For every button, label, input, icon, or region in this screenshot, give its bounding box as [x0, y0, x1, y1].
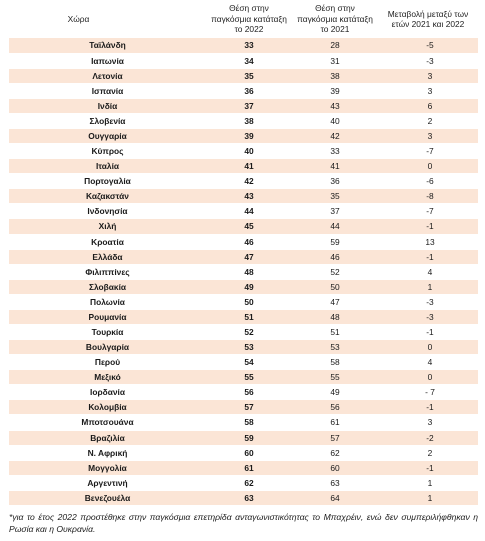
table-row	[9, 249, 478, 264]
cell-country: Μογγολία	[9, 460, 206, 475]
table-row	[9, 159, 478, 174]
cell-change: 0	[378, 340, 478, 355]
cell-rank-2022: 39	[206, 128, 292, 143]
cell-rank-2021: 50	[292, 279, 378, 294]
cell-country: Ρουμανία	[9, 309, 206, 324]
cell-change: 3	[378, 83, 478, 98]
cell-change: 13	[378, 234, 478, 249]
cell-rank-2021: 46	[292, 249, 378, 264]
cell-rank-2022: 59	[206, 430, 292, 445]
cell-rank-2022: 38	[206, 113, 292, 128]
cell-country: Ελλάδα	[9, 249, 206, 264]
cell-country: Πολωνία	[9, 294, 206, 309]
cell-rank-2022: 61	[206, 460, 292, 475]
cell-rank-2021: 56	[292, 400, 378, 415]
cell-rank-2022: 42	[206, 174, 292, 189]
cell-rank-2022: 51	[206, 309, 292, 324]
cell-rank-2022: 45	[206, 219, 292, 234]
header-rank-2021: Θέση στην παγκόσμια κατάταξη το 2021	[297, 3, 373, 35]
cell-rank-2021: 48	[292, 309, 378, 324]
table-row	[9, 400, 478, 415]
table-row	[9, 204, 478, 219]
cell-country: Χιλή	[9, 219, 206, 234]
cell-change: 6	[378, 98, 478, 113]
table-row	[9, 128, 478, 143]
cell-change: 1	[378, 279, 478, 294]
cell-rank-2022: 50	[206, 294, 292, 309]
cell-country: Σλοβενία	[9, 113, 206, 128]
cell-rank-2021: 36	[292, 174, 378, 189]
cell-country: Κροατία	[9, 234, 206, 249]
cell-change: 3	[378, 415, 478, 430]
cell-rank-2022: 48	[206, 264, 292, 279]
cell-rank-2021: 64	[292, 490, 378, 505]
cell-rank-2021: 35	[292, 189, 378, 204]
table-row	[9, 385, 478, 400]
header-country: Χώρα	[67, 13, 90, 24]
cell-change: -7	[378, 204, 478, 219]
cell-country: Σλοβακία	[9, 279, 206, 294]
cell-country: Ιορδανία	[9, 385, 206, 400]
cell-rank-2022: 63	[206, 490, 292, 505]
cell-rank-2021: 41	[292, 159, 378, 174]
cell-country: Ινδονησία	[9, 204, 206, 219]
cell-rank-2022: 40	[206, 144, 292, 159]
cell-rank-2021: 43	[292, 98, 378, 113]
table-body	[9, 38, 478, 505]
cell-rank-2022: 60	[206, 445, 292, 460]
table-row	[9, 355, 478, 370]
cell-rank-2022: 33	[206, 38, 292, 53]
cell-country: Βενεζουέλα	[9, 490, 206, 505]
cell-change: -1	[378, 219, 478, 234]
table-row	[9, 475, 478, 490]
cell-rank-2021: 53	[292, 340, 378, 355]
table-row	[9, 370, 478, 385]
header-rank-2022: Θέση στην παγκόσμια κατάταξη το 2022	[211, 3, 287, 35]
cell-rank-2021: 55	[292, 370, 378, 385]
cell-change: 0	[378, 159, 478, 174]
cell-rank-2021: 59	[292, 234, 378, 249]
cell-rank-2022: 37	[206, 98, 292, 113]
cell-change: - 7	[378, 385, 478, 400]
cell-rank-2022: 43	[206, 189, 292, 204]
cell-rank-2021: 40	[292, 113, 378, 128]
cell-change: 1	[378, 490, 478, 505]
table-row	[9, 144, 478, 159]
cell-change: -6	[378, 174, 478, 189]
cell-change: 4	[378, 355, 478, 370]
ranking-table	[9, 0, 478, 506]
table-row	[9, 174, 478, 189]
cell-change: 0	[378, 370, 478, 385]
table-row	[9, 490, 478, 505]
cell-rank-2021: 47	[292, 294, 378, 309]
table-row	[9, 445, 478, 460]
cell-change: -3	[378, 53, 478, 68]
cell-country: Ισπανία	[9, 83, 206, 98]
cell-rank-2021: 38	[292, 68, 378, 83]
cell-rank-2021: 62	[292, 445, 378, 460]
table-row	[9, 279, 478, 294]
cell-change: -8	[378, 189, 478, 204]
table-row	[9, 113, 478, 128]
cell-rank-2021: 33	[292, 144, 378, 159]
table-row	[9, 68, 478, 83]
cell-country: Ιαπωνία	[9, 53, 206, 68]
table-row	[9, 83, 478, 98]
table-row	[9, 324, 478, 339]
cell-rank-2021: 52	[292, 264, 378, 279]
cell-country: Φιλιππίνες	[9, 264, 206, 279]
cell-change: -7	[378, 144, 478, 159]
cell-rank-2022: 49	[206, 279, 292, 294]
cell-country: Ινδία	[9, 98, 206, 113]
cell-rank-2022: 34	[206, 53, 292, 68]
cell-rank-2021: 28	[292, 38, 378, 53]
cell-change: -3	[378, 309, 478, 324]
cell-country: Ιταλία	[9, 159, 206, 174]
cell-rank-2021: 37	[292, 204, 378, 219]
cell-rank-2022: 36	[206, 83, 292, 98]
cell-rank-2021: 57	[292, 430, 378, 445]
cell-country: Μποτσουάνα	[9, 415, 206, 430]
footnote: *για το έτος 2022 προστέθηκε στην παγκόσμια επετηρίδα ανταγωνιστικότητας το Μπαχρέιν, ενώ δεν συμπεριλήφθηκαν η Ρωσία και η Ουκρανία.	[9, 512, 478, 534]
cell-rank-2021: 63	[292, 475, 378, 490]
cell-rank-2022: 46	[206, 234, 292, 249]
cell-rank-2022: 58	[206, 415, 292, 430]
cell-rank-2022: 56	[206, 385, 292, 400]
cell-country: Λετονία	[9, 68, 206, 83]
cell-country: Μεξικό	[9, 370, 206, 385]
cell-rank-2022: 52	[206, 324, 292, 339]
table-row	[9, 415, 478, 430]
table-row	[9, 189, 478, 204]
cell-country: Πορτογαλία	[9, 174, 206, 189]
cell-change: 4	[378, 264, 478, 279]
cell-change: 2	[378, 445, 478, 460]
cell-rank-2022: 57	[206, 400, 292, 415]
table-row	[9, 53, 478, 68]
cell-change: -2	[378, 430, 478, 445]
table-row	[9, 430, 478, 445]
cell-rank-2021: 58	[292, 355, 378, 370]
cell-country: Αργεντινή	[9, 475, 206, 490]
cell-country: Κολομβία	[9, 400, 206, 415]
table-row	[9, 38, 478, 53]
cell-change: -1	[378, 249, 478, 264]
cell-country: Βραζιλία	[9, 430, 206, 445]
cell-rank-2021: 42	[292, 128, 378, 143]
table-header	[9, 0, 478, 38]
cell-country: Καζακστάν	[9, 189, 206, 204]
table-row	[9, 460, 478, 475]
cell-country: Ν. Αφρική	[9, 445, 206, 460]
cell-country: Περού	[9, 355, 206, 370]
table-row	[9, 309, 478, 324]
cell-change: 1	[378, 475, 478, 490]
table-row	[9, 219, 478, 234]
cell-change: -5	[378, 38, 478, 53]
header-change: Μεταβολή μεταξύ των ετών 2021 και 2022	[387, 8, 469, 29]
cell-rank-2022: 55	[206, 370, 292, 385]
cell-rank-2021: 44	[292, 219, 378, 234]
cell-rank-2022: 44	[206, 204, 292, 219]
cell-rank-2021: 39	[292, 83, 378, 98]
cell-rank-2021: 60	[292, 460, 378, 475]
cell-country: Ταϊλάνδη	[9, 38, 206, 53]
cell-rank-2022: 54	[206, 355, 292, 370]
cell-change: -1	[378, 324, 478, 339]
cell-change: -1	[378, 400, 478, 415]
cell-change: 3	[378, 68, 478, 83]
cell-rank-2022: 62	[206, 475, 292, 490]
cell-change: 2	[378, 113, 478, 128]
cell-change: 3	[378, 128, 478, 143]
cell-change: -1	[378, 460, 478, 475]
cell-rank-2021: 49	[292, 385, 378, 400]
table-row	[9, 98, 478, 113]
table-row	[9, 340, 478, 355]
cell-rank-2022: 41	[206, 159, 292, 174]
cell-country: Κύπρος	[9, 144, 206, 159]
cell-rank-2022: 53	[206, 340, 292, 355]
cell-rank-2022: 47	[206, 249, 292, 264]
table-row	[9, 234, 478, 249]
cell-rank-2022: 35	[206, 68, 292, 83]
cell-rank-2021: 31	[292, 53, 378, 68]
cell-country: Τουρκία	[9, 324, 206, 339]
cell-rank-2021: 61	[292, 415, 378, 430]
cell-country: Βουλγαρία	[9, 340, 206, 355]
table-row	[9, 294, 478, 309]
cell-country: Ουγγαρία	[9, 128, 206, 143]
cell-rank-2021: 51	[292, 324, 378, 339]
cell-change: -3	[378, 294, 478, 309]
table-row	[9, 264, 478, 279]
